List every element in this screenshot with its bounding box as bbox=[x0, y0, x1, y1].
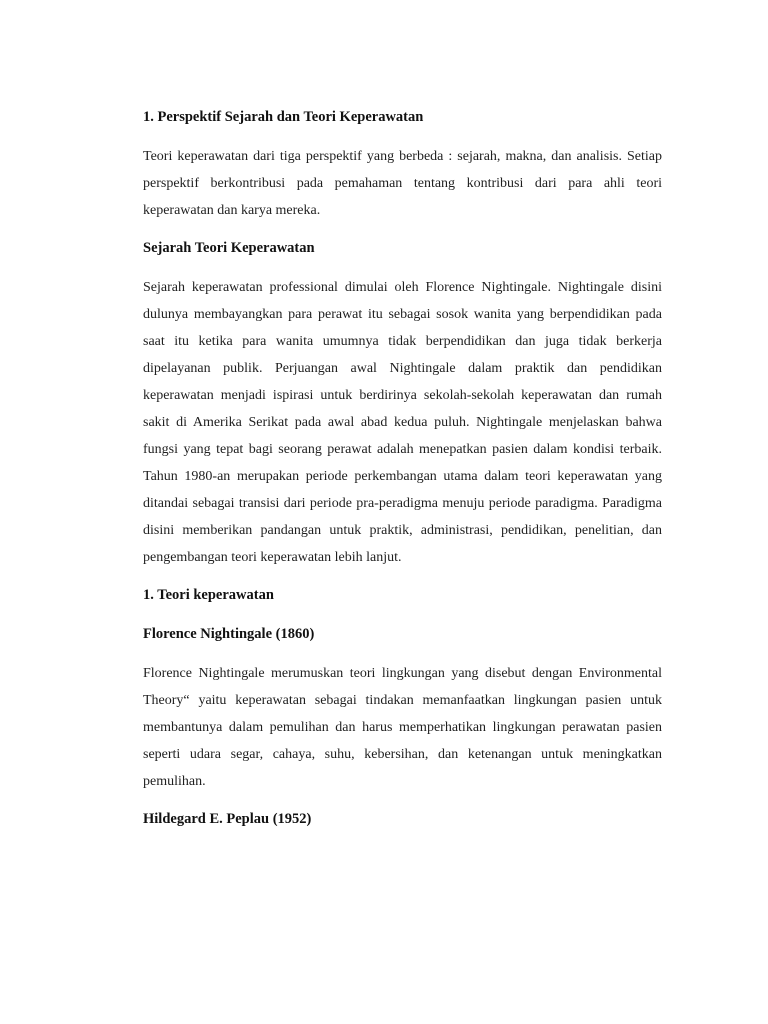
subheading-nightingale: Florence Nightingale (1860) bbox=[143, 626, 315, 642]
section-heading-sejarah: Sejarah Teori Keperawatan bbox=[143, 240, 315, 256]
section-heading-teori: 1. Teori keperawatan bbox=[143, 587, 274, 603]
subheading-peplau: Hildegard E. Peplau (1952) bbox=[143, 811, 312, 827]
paragraph-sejarah: Sejarah keperawatan professional dimulai oleh Florence Nightingale. Nightingale disini dulunya membayangkan para perawat itu sebagai sosok wanita yang berpendidikan pada saat itu ketika para wanita umumnya tidak berpendidikan dan juga tidak berkerja dipelayanan publik. Perjuangan awal Nightingale dalam praktik dan pendidikan keperawatan menjadi ispirasi untuk berdirinya sekolah-sekolah keperawatan dan rumah sakit di Amerika Serikat pada awal abad kedua puluh. Nightingale menjelaskan bahwa fungsi yang tepat bagi seorang perawat adalah menepatkan pasien dalam kondisi terbaik. Tahun 1980-an merupakan periode perkembangan utama dalam teori keperawatan yang ditandai sebagai transisi dari periode pra-peradigma menuju periode paradigma. Paradigma disini memberikan pandangan untuk praktik, administrasi, pendidikan, penelitian, dan pengembangan teori keperawatan lebih lanjut. bbox=[143, 280, 662, 565]
paragraph-nightingale: Florence Nightingale merumuskan teori lingkungan yang disebut dengan Environmental Theory“ yaitu keperawatan sebagai tindakan memanfaatkan lingkungan pasien untuk membantunya dalam pemulihan dan harus memperhatikan lingkungan perawatan pasien seperti udara segar, cahaya, suhu, kebersihan, dan ketenangan untuk meningkatkan pemulihan. bbox=[143, 666, 662, 789]
paragraph-perspektif: Teori keperawatan dari tiga perspektif yang berbeda : sejarah, makna, dan analisis. Setiap perspektif berkontribusi pada pemahaman tentang kontribusi dari para ahli teori keperawatan dan karya mereka. bbox=[143, 149, 662, 218]
section-heading-perspektif: 1. Perspektif Sejarah dan Teori Keperawatan bbox=[143, 109, 424, 125]
document-page bbox=[143, 104, 662, 845]
